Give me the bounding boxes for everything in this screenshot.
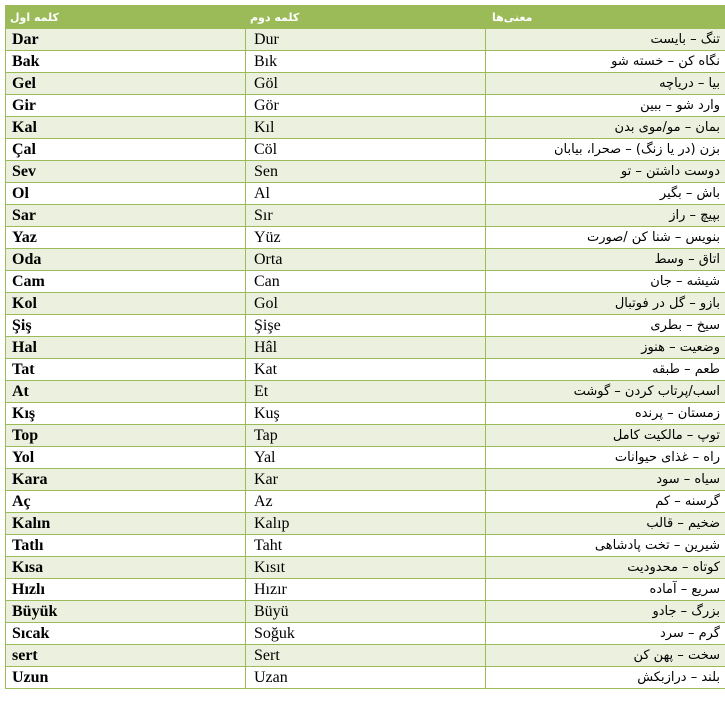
meaning-cell: بازو – گل در فوتبال (486, 293, 725, 315)
table-row (6, 161, 725, 183)
second-word-cell: Kar (246, 469, 486, 491)
first-word-cell: Gir (6, 95, 246, 117)
second-word-cell: Hâl (246, 337, 486, 359)
meaning-cell: تنگ – بایست (486, 29, 725, 51)
table-row (6, 447, 725, 469)
second-word-cell: Sır (246, 205, 486, 227)
meaning-cell: بنویس – شنا کن /صورت (486, 227, 725, 249)
table-row (6, 425, 725, 447)
second-word-cell: Az (246, 491, 486, 513)
meaning-cell: اسب/پرتاب کردن – گوشت (486, 381, 725, 403)
meaning-cell: بمان – مو/موی بدن (486, 117, 725, 139)
table-row (6, 623, 725, 645)
table-row (6, 205, 725, 227)
table-row (6, 315, 725, 337)
table-row (6, 29, 725, 51)
second-word-cell: Soğuk (246, 623, 486, 645)
table-row (6, 557, 725, 579)
first-word-cell: Sıcak (6, 623, 246, 645)
second-word-cell: Şişe (246, 315, 486, 337)
table-row (6, 183, 725, 205)
table-row (6, 271, 725, 293)
table-row (6, 249, 725, 271)
second-word-cell: Büyü (246, 601, 486, 623)
second-word-cell: Gör (246, 95, 486, 117)
meaning-cell: وضعیت – هنوز (486, 337, 725, 359)
table-row (6, 73, 725, 95)
table-row (6, 381, 725, 403)
second-word-cell: Kısıt (246, 557, 486, 579)
meaning-cell: سیاه – سود (486, 469, 725, 491)
meaning-cell: سریع – آماده (486, 579, 725, 601)
second-word-cell: Cöl (246, 139, 486, 161)
second-word-cell: Kalıp (246, 513, 486, 535)
second-word-cell: Yüz (246, 227, 486, 249)
meaning-cell: بیا – دریاچه (486, 73, 725, 95)
first-word-cell: Yaz (6, 227, 246, 249)
table-row (6, 667, 725, 689)
meaning-cell: توپ – مالکیت کامل (486, 425, 725, 447)
first-word-cell: Kısa (6, 557, 246, 579)
meaning-cell: زمستان – پرنده (486, 403, 725, 425)
first-word-cell: Şiş (6, 315, 246, 337)
first-word-cell: Top (6, 425, 246, 447)
first-word-cell: Dar (6, 29, 246, 51)
second-word-cell: Kıl (246, 117, 486, 139)
vocabulary-table (5, 5, 725, 689)
first-word-cell: Aç (6, 491, 246, 513)
first-word-cell: Sar (6, 205, 246, 227)
table-row (6, 293, 725, 315)
first-word-cell: Bak (6, 51, 246, 73)
first-word-cell: Çal (6, 139, 246, 161)
table-row (6, 117, 725, 139)
header-first-word: کلمه اول (6, 6, 246, 29)
table-row (6, 403, 725, 425)
first-word-cell: Gel (6, 73, 246, 95)
second-word-cell: Al (246, 183, 486, 205)
second-word-cell: Tap (246, 425, 486, 447)
table-row (6, 645, 725, 667)
first-word-cell: Cam (6, 271, 246, 293)
meaning-cell: گرسنه – کم (486, 491, 725, 513)
second-word-cell: Taht (246, 535, 486, 557)
table-row (6, 535, 725, 557)
second-word-cell: Dur (246, 29, 486, 51)
first-word-cell: Kış (6, 403, 246, 425)
header-meanings: معنی‌ها (486, 6, 725, 29)
table-row (6, 139, 725, 161)
meaning-cell: شیرین – تخت پادشاهی (486, 535, 725, 557)
table-row (6, 491, 725, 513)
second-word-cell: Göl (246, 73, 486, 95)
meaning-cell: راه – غذای حیوانات (486, 447, 725, 469)
meaning-cell: اتاق – وسط (486, 249, 725, 271)
table-row (6, 513, 725, 535)
table-header-row (6, 6, 725, 29)
first-word-cell: Hal (6, 337, 246, 359)
first-word-cell: Hızlı (6, 579, 246, 601)
meaning-cell: سخت – پهن کن (486, 645, 725, 667)
second-word-cell: Sen (246, 161, 486, 183)
first-word-cell: Büyük (6, 601, 246, 623)
first-word-cell: Oda (6, 249, 246, 271)
meaning-cell: باش – بگیر (486, 183, 725, 205)
meaning-cell: بپیچ – راز (486, 205, 725, 227)
second-word-cell: Kuş (246, 403, 486, 425)
first-word-cell: Kalın (6, 513, 246, 535)
meaning-cell: شیشه – جان (486, 271, 725, 293)
first-word-cell: Sev (6, 161, 246, 183)
second-word-cell: Bık (246, 51, 486, 73)
meaning-cell: کوتاه – محدودیت (486, 557, 725, 579)
table-row (6, 601, 725, 623)
table-row (6, 51, 725, 73)
table-body (6, 29, 725, 689)
second-word-cell: Orta (246, 249, 486, 271)
meaning-cell: طعم – طبقه (486, 359, 725, 381)
first-word-cell: sert (6, 645, 246, 667)
first-word-cell: Kol (6, 293, 246, 315)
meaning-cell: نگاه کن – خسته شو (486, 51, 725, 73)
meaning-cell: دوست داشتن – تو (486, 161, 725, 183)
meaning-cell: سیخ – بطری (486, 315, 725, 337)
second-word-cell: Gol (246, 293, 486, 315)
meaning-cell: بزن (در یا زنگ) – صحرا، بیابان (486, 139, 725, 161)
table-row (6, 359, 725, 381)
second-word-cell: Kat (246, 359, 486, 381)
meaning-cell: بلند – درازبکش (486, 667, 725, 689)
table-row (6, 337, 725, 359)
meaning-cell: بزرگ – جادو (486, 601, 725, 623)
meaning-cell: وارد شو – ببین (486, 95, 725, 117)
first-word-cell: Yol (6, 447, 246, 469)
first-word-cell: Tat (6, 359, 246, 381)
second-word-cell: Hızır (246, 579, 486, 601)
meaning-cell: گرم – سرد (486, 623, 725, 645)
first-word-cell: Kara (6, 469, 246, 491)
first-word-cell: Uzun (6, 667, 246, 689)
first-word-cell: Kal (6, 117, 246, 139)
header-second-word: کلمه دوم (246, 6, 486, 29)
table-row (6, 579, 725, 601)
second-word-cell: Et (246, 381, 486, 403)
table-row (6, 227, 725, 249)
second-word-cell: Sert (246, 645, 486, 667)
first-word-cell: Tatlı (6, 535, 246, 557)
first-word-cell: At (6, 381, 246, 403)
second-word-cell: Uzan (246, 667, 486, 689)
second-word-cell: Can (246, 271, 486, 293)
second-word-cell: Yal (246, 447, 486, 469)
meaning-cell: ضخیم – قالب (486, 513, 725, 535)
table-row (6, 469, 725, 491)
table-row (6, 95, 725, 117)
first-word-cell: Ol (6, 183, 246, 205)
